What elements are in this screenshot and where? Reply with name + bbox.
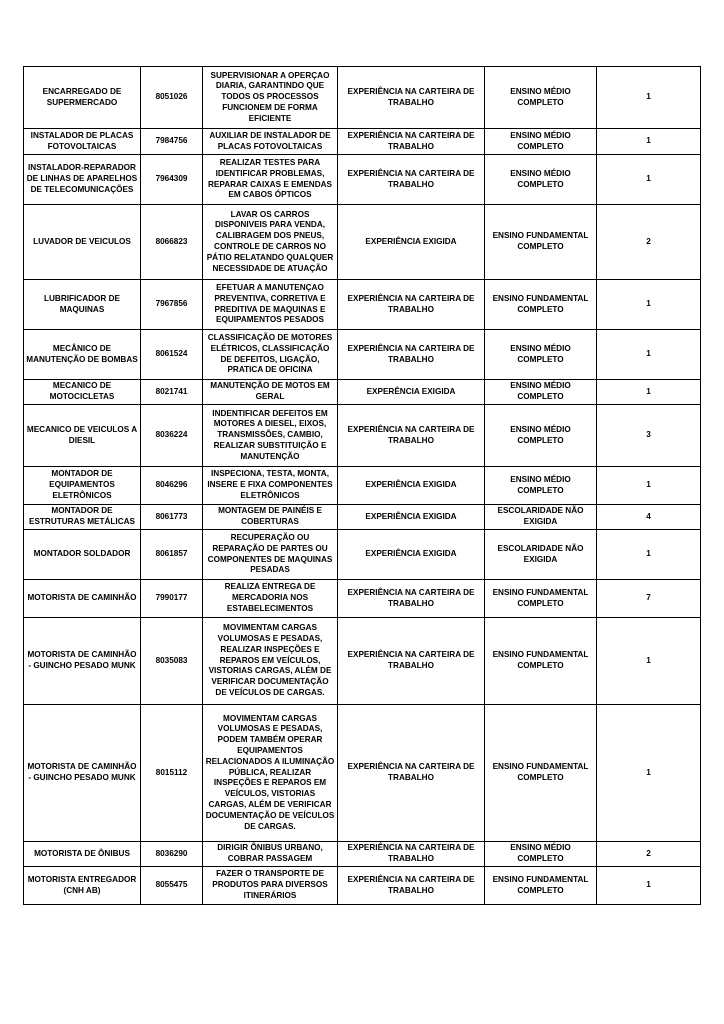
education-cell: ENSINO MÉDIO COMPLETO <box>485 405 597 467</box>
education-cell: ESCOLARIDADE NÃO EXIGIDA <box>485 505 597 530</box>
job-code-cell: 7990177 <box>141 580 203 618</box>
job-code-cell: 8015112 <box>141 705 203 842</box>
education-cell: ENSINO FUNDAMENTAL COMPLETO <box>485 280 597 330</box>
job-code-cell: 8055475 <box>141 867 203 905</box>
table-row <box>24 618 701 705</box>
table-row <box>24 705 701 842</box>
experience-cell: EXPERIÊNCIA NA CARTEIRA DE TRABALHO <box>338 67 485 129</box>
table-row <box>24 405 701 467</box>
education-cell: ESCOLARIDADE NÃO EXIGIDA <box>485 530 597 580</box>
job-activities-cell: EFETUAR A MANUTENÇAO PREVENTIVA, CORRETIVA E PREDITIVA DE MAQUINAS E EQUIPAMENTOS PESADOS <box>203 280 338 330</box>
education-cell: ENSINO MÉDIO COMPLETO <box>485 330 597 380</box>
experience-cell: EXPERIÊNCIA EXIGIDA <box>338 205 485 280</box>
job-code-cell: 7984756 <box>141 129 203 155</box>
table-row <box>24 330 701 380</box>
vacancies-cell: 1 <box>597 380 701 405</box>
job-code-cell: 8036290 <box>141 842 203 867</box>
job-code-cell: 8021741 <box>141 380 203 405</box>
vacancies-cell: 1 <box>597 280 701 330</box>
job-title-cell: LUBRIFICADOR DE MAQUINAS <box>24 280 141 330</box>
job-title-cell: MONTADOR DE ESTRUTURAS METÁLICAS <box>24 505 141 530</box>
vacancies-cell: 7 <box>597 580 701 618</box>
experience-cell: EXPERIÊNCIA EXIGIDA <box>338 530 485 580</box>
table-row <box>24 530 701 580</box>
job-title-cell: INSTALADOR-REPARADOR DE LINHAS DE APARELHOS DE TELECOMUNICAÇÕES <box>24 155 141 205</box>
job-activities-cell: MONTAGEM DE PAINÉIS E COBERTURAS <box>203 505 338 530</box>
table-row <box>24 467 701 505</box>
education-cell: ENSINO MÉDIO COMPLETO <box>485 842 597 867</box>
education-cell: ENSINO FUNDAMENTAL COMPLETO <box>485 618 597 705</box>
job-title-cell: ENCARREGADO DE SUPERMERCADO <box>24 67 141 129</box>
table-row <box>24 505 701 530</box>
vacancies-cell: 2 <box>597 205 701 280</box>
job-title-cell: MECÂNICO DE MANUTENÇÃO DE BOMBAS <box>24 330 141 380</box>
experience-cell: EXPERÊNCIA EXIGIDA <box>338 380 485 405</box>
vacancies-cell: 1 <box>597 155 701 205</box>
table-row <box>24 155 701 205</box>
education-cell: ENSINO MÉDIO COMPLETO <box>485 129 597 155</box>
job-code-cell: 8066823 <box>141 205 203 280</box>
job-title-cell: MOTORISTA DE CAMINHÃO - GUINCHO PESADO MUNK <box>24 705 141 842</box>
vacancies-cell: 3 <box>597 405 701 467</box>
vacancies-cell: 1 <box>597 467 701 505</box>
vacancies-cell: 1 <box>597 67 701 129</box>
table-row <box>24 67 701 129</box>
experience-cell: EXPERIÊNCIA NA CARTEIRA DE TRABALHO <box>338 618 485 705</box>
job-activities-cell: AUXILIAR DE INSTALADOR DE PLACAS FOTOVOLTAICAS <box>203 129 338 155</box>
experience-cell: EXPERIÊNCIA NA CARTEIRA DE TRABALHO <box>338 580 485 618</box>
education-cell: ENSINO FUNDAMENTAL COMPLETO <box>485 205 597 280</box>
job-title-cell: INSTALADOR DE PLACAS FOTOVOLTAICAS <box>24 129 141 155</box>
vacancies-cell: 1 <box>597 867 701 905</box>
experience-cell: EXPERIÊNCIA NA CARTEIRA DE TRABALHO <box>338 705 485 842</box>
job-title-cell: LUVADOR DE VEICULOS <box>24 205 141 280</box>
job-activities-cell: MANUTENÇÃO DE MOTOS EM GERAL <box>203 380 338 405</box>
job-code-cell: 7967856 <box>141 280 203 330</box>
job-title-cell: MONTADOR SOLDADOR <box>24 530 141 580</box>
job-code-cell: 8061524 <box>141 330 203 380</box>
experience-cell: EXPERIÊNCIA NA CARTEIRA DE TRABALHO <box>338 405 485 467</box>
table-row <box>24 280 701 330</box>
job-title-cell: MECANICO DE MOTOCICLETAS <box>24 380 141 405</box>
education-cell: ENSINO FUNDAMENTAL COMPLETO <box>485 580 597 618</box>
vacancies-cell: 1 <box>597 618 701 705</box>
job-activities-cell: REALIZAR TESTES PARA IDENTIFICAR PROBLEMAS, REPARAR CAIXAS E EMENDAS EM CABOS ÓPTICOS <box>203 155 338 205</box>
vacancies-cell: 1 <box>597 705 701 842</box>
job-vacancies-table <box>23 66 701 905</box>
job-activities-cell: MOVIMENTAM CARGAS VOLUMOSAS E PESADAS, PODEM TAMBÉM OPERAR EQUIPAMENTOS RELACIONADOS A ILUMINAÇÃO PÚBLICA, REALIZAR INSPEÇÕES E REPAROS EM VEÍCULOS, VISTORIAS CARGAS, ALÉM DE VERIFICAR DOCUMENTAÇÃO DE VEÍCULOS DE CARGAS. <box>203 705 338 842</box>
job-activities-cell: RECUPERAÇÃO OU REPARAÇÃO DE PARTES OU COMPONENTES DE MAQUINAS PESADAS <box>203 530 338 580</box>
education-cell: ENSINO FUNDAMENTAL COMPLETO <box>485 705 597 842</box>
experience-cell: EXPERIÊNCIA NA CARTEIRA DE TRABALHO <box>338 330 485 380</box>
job-code-cell: 8051026 <box>141 67 203 129</box>
vacancies-cell: 4 <box>597 505 701 530</box>
job-activities-cell: SUPERVISIONAR A OPERÇAO DIARIA, GARANTINDO QUE TODOS OS PROCESSOS FUNCIONEM DE FORMA EFICIENTE <box>203 67 338 129</box>
vacancies-cell: 1 <box>597 129 701 155</box>
job-activities-cell: INDENTIFICAR DEFEITOS EM MOTORES A DIESEL, EIXOS, TRANSMISSÕES, CAMBIO, REALIZAR SUBSTITUIÇÃO E MANUTENÇÃO <box>203 405 338 467</box>
job-activities-cell: REALIZA ENTREGA DE MERCADORIA NOS ESTABELECIMENTOS <box>203 580 338 618</box>
table-row <box>24 129 701 155</box>
job-code-cell: 7964309 <box>141 155 203 205</box>
job-activities-cell: INSPECIONA, TESTA, MONTA, INSERE E FIXA COMPONENTES ELETRÔNICOS <box>203 467 338 505</box>
experience-cell: EXPERIÊNCIA NA CARTEIRA DE TRABALHO <box>338 842 485 867</box>
job-activities-cell: FAZER O TRANSPORTE DE PRODUTOS PARA DIVERSOS ITINERÁRIOS <box>203 867 338 905</box>
job-activities-cell: CLASSIFICAÇÃO DE MOTORES ELÉTRICOS, CLASSIFICAÇÃO DE DEFEITOS, LIGAÇÃO, PRATICA DE OFICINA <box>203 330 338 380</box>
job-code-cell: 8061773 <box>141 505 203 530</box>
vacancies-cell: 2 <box>597 842 701 867</box>
education-cell: ENSINO MÉDIO COMPLETO <box>485 155 597 205</box>
education-cell: ENSINO FUNDAMENTAL COMPLETO <box>485 867 597 905</box>
job-code-cell: 8046296 <box>141 467 203 505</box>
job-code-cell: 8035083 <box>141 618 203 705</box>
job-code-cell: 8036224 <box>141 405 203 467</box>
job-title-cell: MOTORISTA ENTREGADOR (CNH AB) <box>24 867 141 905</box>
experience-cell: EXPERIÊNCIA EXIGIDA <box>338 505 485 530</box>
education-cell: ENSINO MÉDIO COMPLETO <box>485 380 597 405</box>
education-cell: ENSINO MÉDIO COMPLETO <box>485 67 597 129</box>
job-activities-cell: DIRIGIR ÔNIBUS URBANO, COBRAR PASSAGEM <box>203 842 338 867</box>
education-cell: ENSINO MÉDIO COMPLETO <box>485 467 597 505</box>
experience-cell: EXPERIÊNCIA EXIGIDA <box>338 467 485 505</box>
table-body <box>24 67 701 905</box>
experience-cell: EXPERIÊNCIA NA CARTEIRA DE TRABALHO <box>338 867 485 905</box>
job-title-cell: MOTORISTA DE CAMINHÃO - GUINCHO PESADO MUNK <box>24 618 141 705</box>
table-row <box>24 867 701 905</box>
table-row <box>24 580 701 618</box>
experience-cell: EXPERIÊNCIA NA CARTEIRA DE TRABALHO <box>338 129 485 155</box>
experience-cell: EXPERIÊNCIA NA CARTEIRA DE TRABALHO <box>338 280 485 330</box>
table-row <box>24 842 701 867</box>
job-activities-cell: MOVIMENTAM CARGAS VOLUMOSAS E PESADAS, REALIZAR INSPEÇÕES E REPAROS EM VEÍCULOS, VISTORIAS CARGAS, ALÉM DE VERIFICAR DOCUMENTAÇÃO DE VEÍCULOS DE CARGAS. <box>203 618 338 705</box>
vacancies-cell: 1 <box>597 530 701 580</box>
job-activities-cell: LAVAR OS CARROS DISPONIVEIS PARA VENDA, CALIBRAGEM DOS PNEUS, CONTROLE DE CARROS NO PÁTIO RELATANDO QUALQUER NECESSIDADE DE ATUAÇÃO <box>203 205 338 280</box>
job-code-cell: 8061857 <box>141 530 203 580</box>
vacancies-cell: 1 <box>597 330 701 380</box>
experience-cell: EXPERIÊNCIA NA CARTEIRA DE TRABALHO <box>338 155 485 205</box>
job-title-cell: MOTORISTA DE CAMINHÃO <box>24 580 141 618</box>
table-row <box>24 205 701 280</box>
job-title-cell: MONTADOR DE EQUIPAMENTOS ELETRÔNICOS <box>24 467 141 505</box>
job-title-cell: MECANICO DE VEICULOS A DIESIL <box>24 405 141 467</box>
job-title-cell: MOTORISTA DE ÔNIBUS <box>24 842 141 867</box>
table-row <box>24 380 701 405</box>
